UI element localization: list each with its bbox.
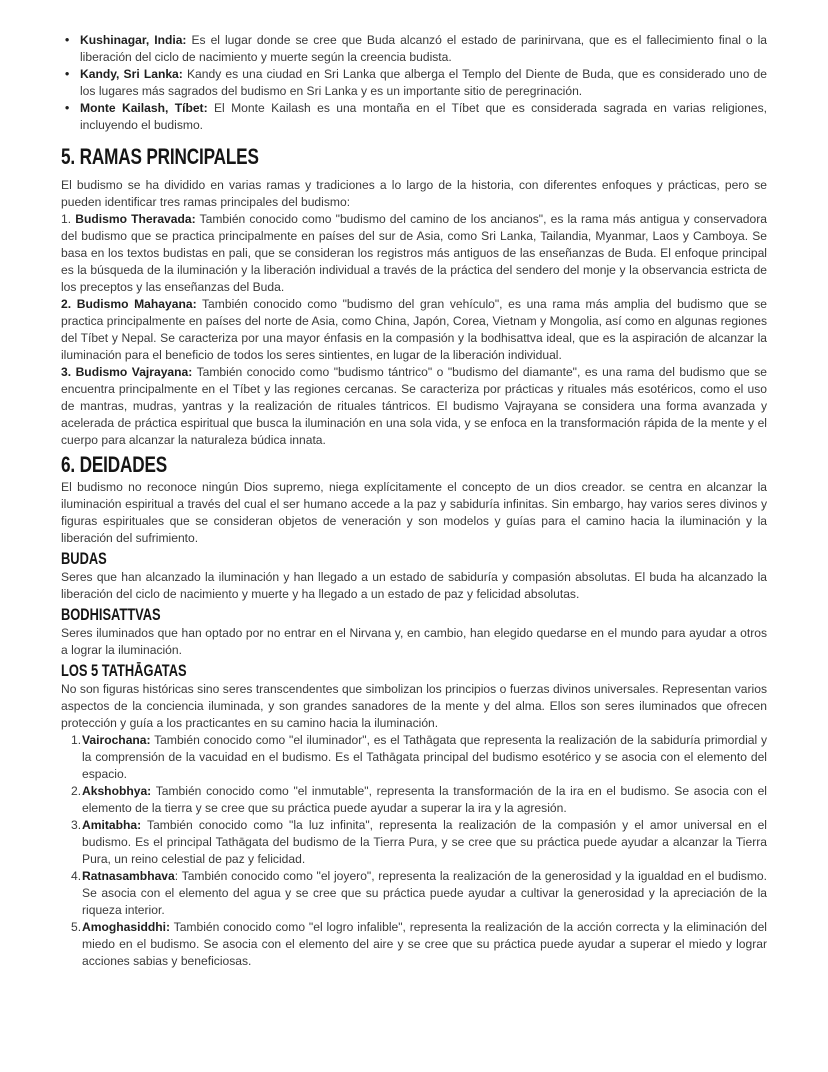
subsection-heading-wrap [61,605,767,625]
bullet-icon: • [65,101,70,115]
tathagata-name: Amitabha: [82,818,142,832]
list-item [61,32,767,66]
branch-name: Budismo Mahayana: [76,297,197,311]
section-heading-wrap [61,144,767,170]
branch-item [61,296,767,364]
item-number: 4. [71,869,82,883]
section-heading: 5. RAMAS PRINCIPALES [61,144,259,169]
item-number: 5. [71,920,82,934]
tathagata-description: También conocido como "el logro infalible", representa la realización de la acción correcta y la eliminación del miedo en el budismo. Se asocia con el elemento del aire y se cree que su práctica puede ayudar a superar el miedo y lograr acciones sabias y beneficiosas. [82,920,767,968]
list-item [61,868,767,919]
branch-number: 2. [61,297,77,311]
document-page [61,32,767,970]
tathagata-description: : También conocido como "el joyero", representa la realización de la generosidad y la igualdad en el budismo. Se asocia con el elemento del agua y se cree que su práctica puede ayudar a cultivar la generosidad y la apreciación de la riqueza interior. [82,869,767,917]
section-heading-wrap [61,452,767,478]
branch-item [61,364,767,449]
place-name: Kushinagar, India: [80,33,187,47]
branch-description: También conocido como "budismo del camino de los ancianos", es la rama más antigua y conservadora del budismo que se practica principalmente en países del sur de Asia, como Sri Lanka, Tailandia, Myanmar, Laos y Camboya. Se basa en los textos budistas en pali, que se consideran los registros más antiguos de las enseñanzas de Buda. El enfoque principal es la búsqueda de la iluminación y la liberación individual a través de la práctica del sendero del monje y la observancia estricta de los preceptos y las enseñanzas del Buda. [61,212,767,294]
tathagata-name: Vairochana: [82,733,151,747]
subsection-text: No son figuras históricas sino seres transcendentes que simbolizan los principios o fuerzas divinos universales. Representan varios aspectos de la conciencia iluminada, y son grandes sanadores de la mente y del alma. Ellos son seres iluminados que ofrecen protección y guía a los practicantes en su camino hacia la iluminación. [61,682,767,730]
place-description: El Monte Kailash es una montaña en el Tíbet que es considerada sagrada en varias religiones, incluyendo el budismo. [80,101,767,132]
list-item [61,919,767,970]
subsection-text: Seres que han alcanzado la iluminación y han llegado a un estado de sabiduría y compasión absolutas. El buda ha alcanzado la liberación del ciclo de nacimiento y muerte y ha llegado a un estado de paz y felicidad absolutas. [61,570,767,601]
branch-number: 3. [61,365,76,379]
subsection-heading: BODHISATTVAS [61,606,161,624]
list-item [61,783,767,817]
item-number: 3. [71,818,82,832]
place-name: Kandy, Sri Lanka: [80,67,183,81]
place-name: Monte Kailash, Tíbet: [80,101,208,115]
tathagatas-list [61,732,767,970]
item-number: 1. [71,733,82,747]
tathagata-description: También conocido como "la luz infinita", representa la realización de la compasión y el amor universal en el budismo. Es el principal Tathāgata del budismo de la Tierra Pura, y se cree que su práctica puede ayudar a alcanzar la Tierra Pura, un reino celestial de paz y felicidad. [82,818,767,866]
item-number: 2. [71,784,82,798]
list-item [61,732,767,783]
tathagata-name: Amoghasiddhi: [82,920,171,934]
list-item [61,817,767,868]
branch-name: Budismo Theravada: [75,212,196,226]
branch-name: Budismo Vajrayana: [75,365,193,379]
bullet-icon: • [65,33,70,47]
subsection-heading: BUDAS [61,550,107,568]
subsection-heading-wrap [61,549,767,569]
tathagata-description: También conocido como "el iluminador", es el Tathāgata que representa la realización de la sabiduría primordial y la comprensión de la vacuidad en el budismo. Es el Tathāgata principal del budismo esotérico y se asocia con el elemento del espacio. [82,733,767,781]
section-intro: El budismo no reconoce ningún Dios supremo, niega explícitamente el concepto de un dios creador. se centra en alcanzar la iluminación espiritual a través del cual el ser humano accede a la paz y sabiduría infinitas. Sin embargo, hay varios seres divinos y figuras espirituales que se consideran objetos de veneración y son modelos y guías para el camino hacia la iluminación y la liberación del sufrimiento. [61,480,767,545]
sacred-places-list [61,32,767,134]
section-intro: El budismo se ha dividido en varias ramas y tradiciones a lo largo de la historia, con diferentes enfoques y prácticas, pero se pueden identificar tres ramas principales del budismo: [61,178,767,209]
subsection-text: Seres iluminados que han optado por no entrar en el Nirvana y, en cambio, han elegido quedarse en el mundo para ayudar a otros a lograr la iluminación. [61,626,767,657]
bullet-icon: • [65,67,70,81]
branch-description: También conocido como "budismo tántrico" o "budismo del diamante", es una rama del budismo que se encuentra principalmente en el Tíbet y las regiones cercanas. Se caracteriza por prácticas y rituales más esotéricos, como el uso de mantras, mudras, yantras y la realización de rituales tántricos. El budismo Vajrayana se considera una forma avanzada y acelerada de práctica espiritual que busca la iluminación en una sola vida, y se enfoca en la transformación rápida de la mente y el cuerpo para alcanzar la naturaleza búdica innata. [61,365,768,447]
tathagata-name: Ratnasambhava [82,869,175,883]
place-description: Kandy es una ciudad en Sri Lanka que alberga el Templo del Diente de Buda, que es considerado uno de los lugares más sagrados del budismo en Sri Lanka y es un importante sitio de peregrinación. [80,67,767,98]
place-description: Es el lugar donde se cree que Buda alcanzó el estado de parinirvana, que es el fallecimiento final o la liberación del ciclo de nacimiento y muerte según la creencia budista. [80,33,768,64]
list-item [61,66,767,100]
subsection-heading-wrap [61,661,767,681]
tathagata-name: Akshobhya: [82,784,152,798]
section-heading: 6. DEIDADES [61,452,168,477]
tathagata-description: También conocido como "el inmutable", representa la transformación de la ira en el budismo. Se asocia con el elemento de la tierra y se cree que su práctica puede ayudar a superar la ira y la agresión. [82,784,767,815]
subsection-heading: LOS 5 TATHĀGATAS [61,662,187,680]
list-item [61,100,767,134]
branch-item [61,211,767,296]
branch-description: También conocido como "budismo del gran vehículo", es una rama más amplia del budismo que se practica principalmente en países del norte de Asia, como China, Japón, Corea, Vietnam y Mongolia, así como en algunas regiones del Tíbet y Nepal. Se caracteriza por una mayor énfasis en la compasión y la bodhisattva ideal, que es la aspiración de alcanzar la iluminación para el beneficio de todos los seres sintientes, en lugar de la liberación individual. [61,297,767,362]
branch-number: 1. [61,212,76,226]
